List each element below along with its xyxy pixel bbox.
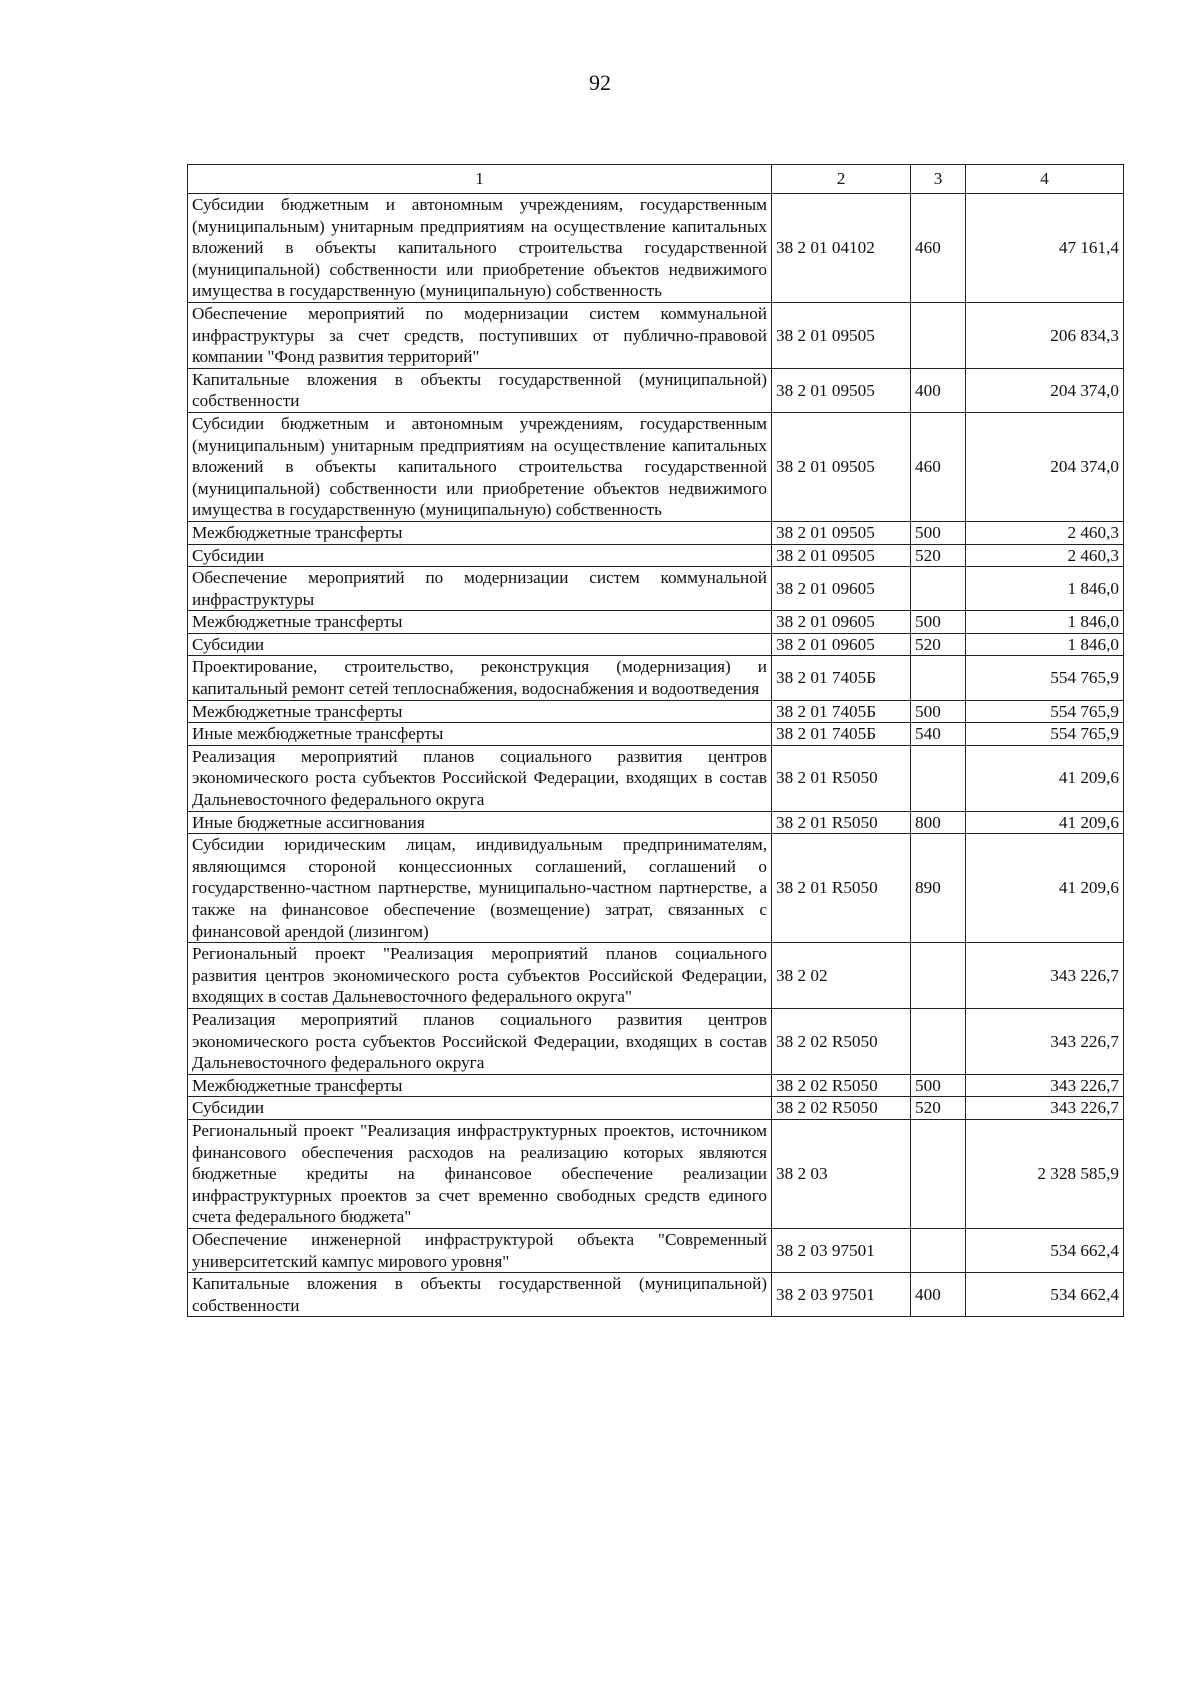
table-row: [188, 811, 1124, 834]
row-amount: 2 460,3: [966, 521, 1124, 544]
row-expense-type: 500: [911, 700, 966, 723]
row-amount: 47 161,4: [966, 194, 1124, 303]
row-amount: 204 374,0: [966, 368, 1124, 412]
row-description: Капитальные вложения в объекты государственной (муниципальной) собственности: [188, 368, 772, 412]
table-row: [188, 1097, 1124, 1120]
table-row: [188, 943, 1124, 1009]
budget-table: [187, 164, 1124, 1317]
row-code: 38 2 01 09505: [772, 412, 911, 521]
row-amount: 1 846,0: [966, 611, 1124, 634]
table-row: [188, 1119, 1124, 1228]
row-amount: 204 374,0: [966, 412, 1124, 521]
row-description: Иные бюджетные ассигнования: [188, 811, 772, 834]
row-description: Межбюджетные трансферты: [188, 1074, 772, 1097]
row-expense-type: [911, 567, 966, 611]
row-expense-type: 520: [911, 544, 966, 567]
row-description: Субсидии: [188, 633, 772, 656]
row-code: 38 2 01 09505: [772, 368, 911, 412]
row-expense-type: 500: [911, 521, 966, 544]
table-row: [188, 700, 1124, 723]
row-code: 38 2 01 R5050: [772, 745, 911, 811]
row-code: 38 2 02: [772, 943, 911, 1009]
column-header-4: 4: [966, 165, 1124, 194]
row-expense-type: 460: [911, 412, 966, 521]
row-code: 38 2 03 97501: [772, 1228, 911, 1272]
header-row: [188, 165, 1124, 194]
row-code: 38 2 01 04102: [772, 194, 911, 303]
row-description: Проектирование, строительство, реконструкция (модернизация) и капитальный ремонт сетей теплоснабжения, водоснабжения и водоотведения: [188, 656, 772, 700]
row-amount: 554 765,9: [966, 723, 1124, 746]
row-amount: 1 846,0: [966, 633, 1124, 656]
table-row: [188, 723, 1124, 746]
table-row: [188, 521, 1124, 544]
row-expense-type: [911, 302, 966, 368]
row-description: Субсидии бюджетным и автономным учреждениям, государственным (муниципальным) унитарным предприятиям на осуществление капитальных вложений в объекты капитального строительства государственной (муниципальной) собственности или приобретение объектов недвижимого имущества в государственную (муниципальную) собственность: [188, 194, 772, 303]
table-row: [188, 1008, 1124, 1074]
row-description: Субсидии: [188, 1097, 772, 1120]
row-code: 38 2 02 R5050: [772, 1074, 911, 1097]
row-amount: 554 765,9: [966, 700, 1124, 723]
row-description: Реализация мероприятий планов социального развития центров экономического роста субъектов Российской Федерации, входящих в состав Дальневосточного федерального округа: [188, 1008, 772, 1074]
row-expense-type: [911, 745, 966, 811]
row-expense-type: [911, 656, 966, 700]
table-header: [188, 165, 1124, 194]
row-description: Обеспечение мероприятий по модернизации систем коммунальной инфраструктуры: [188, 567, 772, 611]
row-amount: 343 226,7: [966, 943, 1124, 1009]
row-expense-type: [911, 1119, 966, 1228]
row-amount: 1 846,0: [966, 567, 1124, 611]
row-expense-type: [911, 1008, 966, 1074]
table-row: [188, 611, 1124, 634]
row-description: Межбюджетные трансферты: [188, 521, 772, 544]
row-code: 38 2 01 09605: [772, 633, 911, 656]
row-expense-type: 520: [911, 633, 966, 656]
table-body: [188, 194, 1124, 1317]
row-description: Обеспечение инженерной инфраструктурой объекта "Современный университетский кампус мирового уровня": [188, 1228, 772, 1272]
row-amount: 2 460,3: [966, 544, 1124, 567]
row-description: Обеспечение мероприятий по модернизации систем коммунальной инфраструктуры за счет средств, поступивших от публично-правовой компании "Фонд развития территорий": [188, 302, 772, 368]
row-description: Субсидии: [188, 544, 772, 567]
row-description: Субсидии бюджетным и автономным учреждениям, государственным (муниципальным) унитарным предприятиям на осуществление капитальных вложений в объекты капитального строительства государственной (муниципальной) собственности или приобретение объектов недвижимого имущества в государственную (муниципальную) собственность: [188, 412, 772, 521]
row-description: Региональный проект "Реализация мероприятий планов социального развития центров экономического роста субъектов Российской Федерации, входящих в состав Дальневосточного федерального округа": [188, 943, 772, 1009]
row-description: Реализация мероприятий планов социального развития центров экономического роста субъектов Российской Федерации, входящих в состав Дальневосточного федерального округа: [188, 745, 772, 811]
row-expense-type: 540: [911, 723, 966, 746]
column-header-1: 1: [188, 165, 772, 194]
row-amount: 554 765,9: [966, 656, 1124, 700]
table-row: [188, 1074, 1124, 1097]
table-row: [188, 567, 1124, 611]
row-description: Региональный проект "Реализация инфраструктурных проектов, источником финансового обеспечения расходов на реализацию которых являются бюджетные кредиты на финансовое обеспечение реализации инфраструктурных проектов за счет временно свободных средств единого счета федерального бюджета": [188, 1119, 772, 1228]
row-amount: 343 226,7: [966, 1097, 1124, 1120]
table-row: [188, 544, 1124, 567]
row-code: 38 2 01 7405Б: [772, 723, 911, 746]
table-row: [188, 633, 1124, 656]
row-amount: 41 209,6: [966, 745, 1124, 811]
row-description: Иные межбюджетные трансферты: [188, 723, 772, 746]
table-row: [188, 412, 1124, 521]
table-row: [188, 656, 1124, 700]
row-code: 38 2 01 R5050: [772, 834, 911, 943]
table-row: [188, 745, 1124, 811]
row-amount: 41 209,6: [966, 811, 1124, 834]
row-expense-type: 400: [911, 1273, 966, 1317]
row-code: 38 2 01 R5050: [772, 811, 911, 834]
table-row: [188, 834, 1124, 943]
row-description: Субсидии юридическим лицам, индивидуальным предпринимателям, являющимся стороной концессионных соглашений, соглашений о государственно-частном партнерстве, муниципально-частном партнерстве, а также на финансовое обеспечение (возмещение) затрат, связанных с финансовой арендой (лизингом): [188, 834, 772, 943]
row-amount: 2 328 585,9: [966, 1119, 1124, 1228]
row-description: Межбюджетные трансферты: [188, 611, 772, 634]
row-expense-type: [911, 943, 966, 1009]
row-code: 38 2 01 7405Б: [772, 700, 911, 723]
row-code: 38 2 01 7405Б: [772, 656, 911, 700]
row-code: 38 2 01 09505: [772, 521, 911, 544]
row-expense-type: [911, 1228, 966, 1272]
row-expense-type: 500: [911, 611, 966, 634]
row-description: Межбюджетные трансферты: [188, 700, 772, 723]
row-code: 38 2 01 09505: [772, 302, 911, 368]
row-amount: 206 834,3: [966, 302, 1124, 368]
page-number: 92: [589, 70, 611, 95]
column-header-2: 2: [772, 165, 911, 194]
row-expense-type: 460: [911, 194, 966, 303]
row-expense-type: 800: [911, 811, 966, 834]
row-code: 38 2 01 09505: [772, 544, 911, 567]
row-code: 38 2 01 09605: [772, 611, 911, 634]
row-expense-type: 520: [911, 1097, 966, 1120]
row-expense-type: 890: [911, 834, 966, 943]
row-description: Капитальные вложения в объекты государственной (муниципальной) собственности: [188, 1273, 772, 1317]
table-row: [188, 1228, 1124, 1272]
row-amount: 41 209,6: [966, 834, 1124, 943]
row-amount: 343 226,7: [966, 1008, 1124, 1074]
row-code: 38 2 02 R5050: [772, 1008, 911, 1074]
table-row: [188, 194, 1124, 303]
row-expense-type: 500: [911, 1074, 966, 1097]
table-row: [188, 1273, 1124, 1317]
row-amount: 343 226,7: [966, 1074, 1124, 1097]
row-code: 38 2 03: [772, 1119, 911, 1228]
row-amount: 534 662,4: [966, 1273, 1124, 1317]
row-code: 38 2 01 09605: [772, 567, 911, 611]
row-code: 38 2 02 R5050: [772, 1097, 911, 1120]
table-row: [188, 368, 1124, 412]
row-code: 38 2 03 97501: [772, 1273, 911, 1317]
column-header-3: 3: [911, 165, 966, 194]
table-row: [188, 302, 1124, 368]
row-amount: 534 662,4: [966, 1228, 1124, 1272]
row-expense-type: 400: [911, 368, 966, 412]
